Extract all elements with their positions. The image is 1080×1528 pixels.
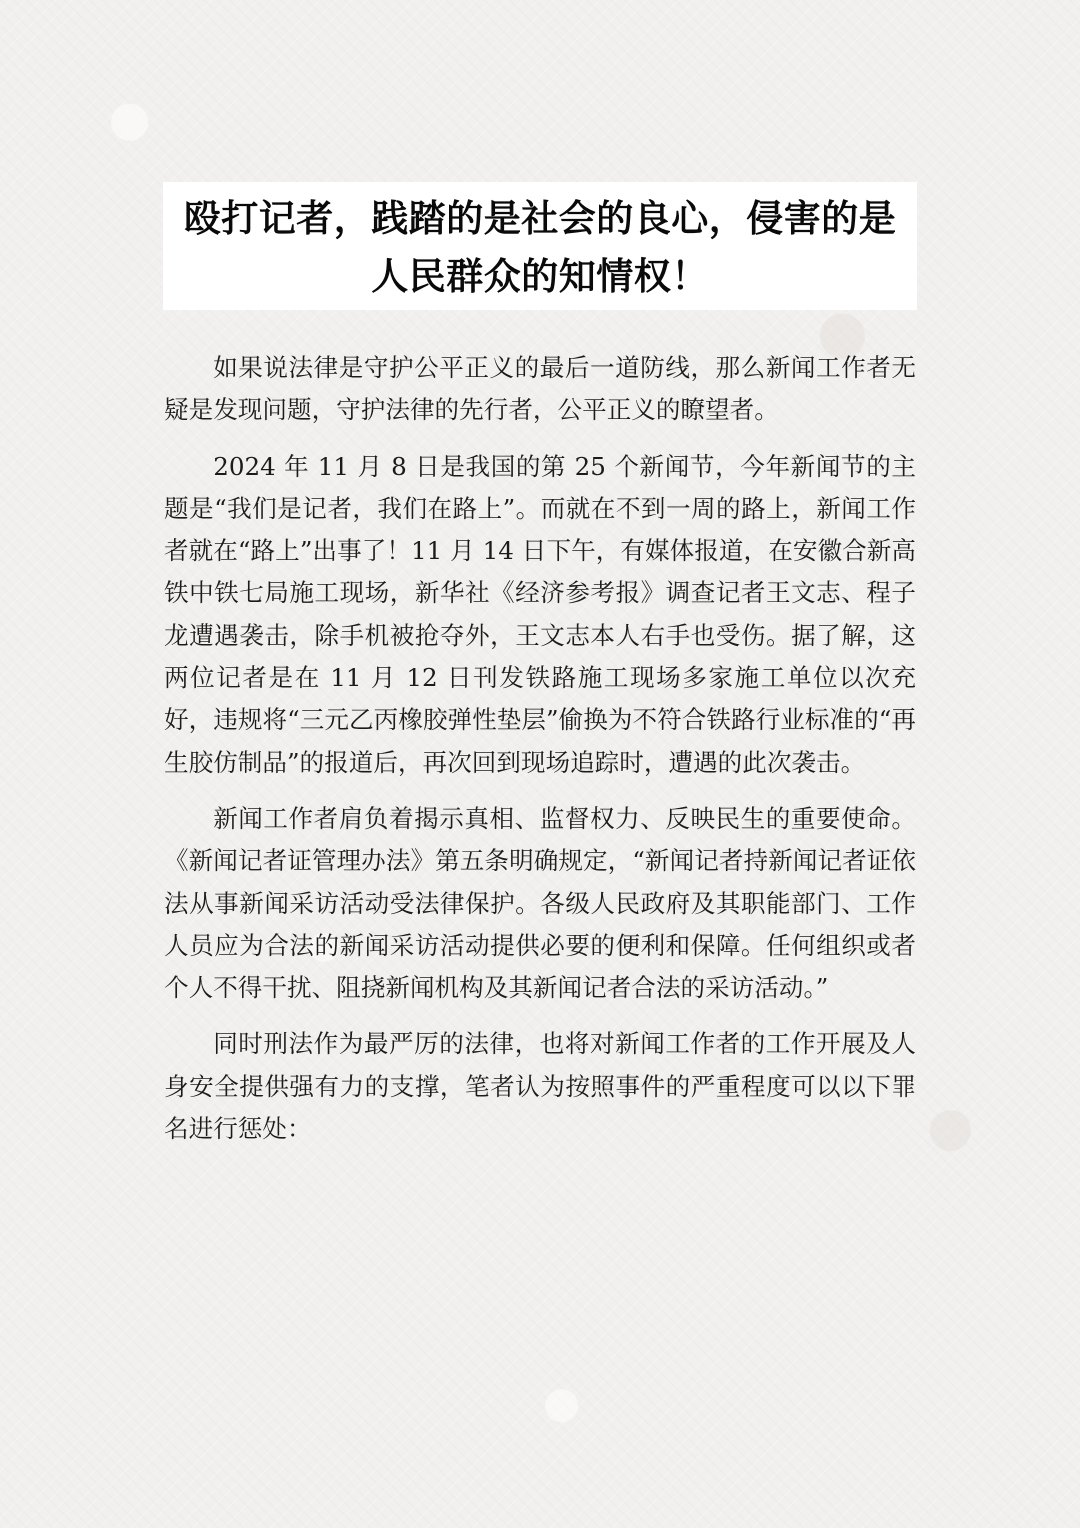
page-title-line-1: 殴打记者，践踏的是社会的良心，侵害的是 xyxy=(183,197,897,240)
paragraph-regulation: 新闻工作者肩负着揭示真相、监督权力、反映民生的重要使命。《新闻记者证管理办法》第五条明确规定，“新闻记者持新闻记者证依法从事新闻采访活动受法律保护。各级人民政府及其职能部门、工作人员应为合法的新闻采访活动提供必要的便利和保障。任何组织或者个人不得干扰、阻挠新闻机构及其新闻记者合法的采访活动。” xyxy=(164,803,916,1003)
title-banner xyxy=(163,182,917,310)
article-body xyxy=(164,347,916,1164)
paragraph-intro: 如果说法律是守护公平正义的最后一道防线，那么新闻工作者无疑是发现问题，守护法律的先行者，公平正义的瞭望者。 xyxy=(164,353,916,425)
paragraph-incident: 2024 年 11 月 8 日是我国的第 25 个新闻节，今年新闻节的主题是“我们是记者，我们在路上”。而就在不到一周的路上，新闻工作者就在“路上”出事了！11 月 14 日下午，有媒体报道，在安徽合新高铁中铁七局施工现场，新华社《经济参考报》调查记者王文志、程子龙遭遇袭击，除手机被抢夺外，王文志本人右手也受伤。据了解，这两位记者是在 11 月 12 日刊发铁路施工现场多家施工单位以次充好，违规将“三元乙丙橡胶弹性垫层”偷换为不符合铁路行业标准的“再生胶仿制品”的报道后，再次回到现场追踪时，遭遇的此次袭击。 xyxy=(164,451,916,777)
page-title-line-2: 人民群众的知情权！ xyxy=(371,255,709,298)
paragraph-criminal-law: 同时刑法作为最严厉的法律，也将对新闻工作者的工作开展及人身安全提供强有力的支撑，笔者认为按照事件的严重程度可以以下罪名进行惩处： xyxy=(164,1029,916,1144)
